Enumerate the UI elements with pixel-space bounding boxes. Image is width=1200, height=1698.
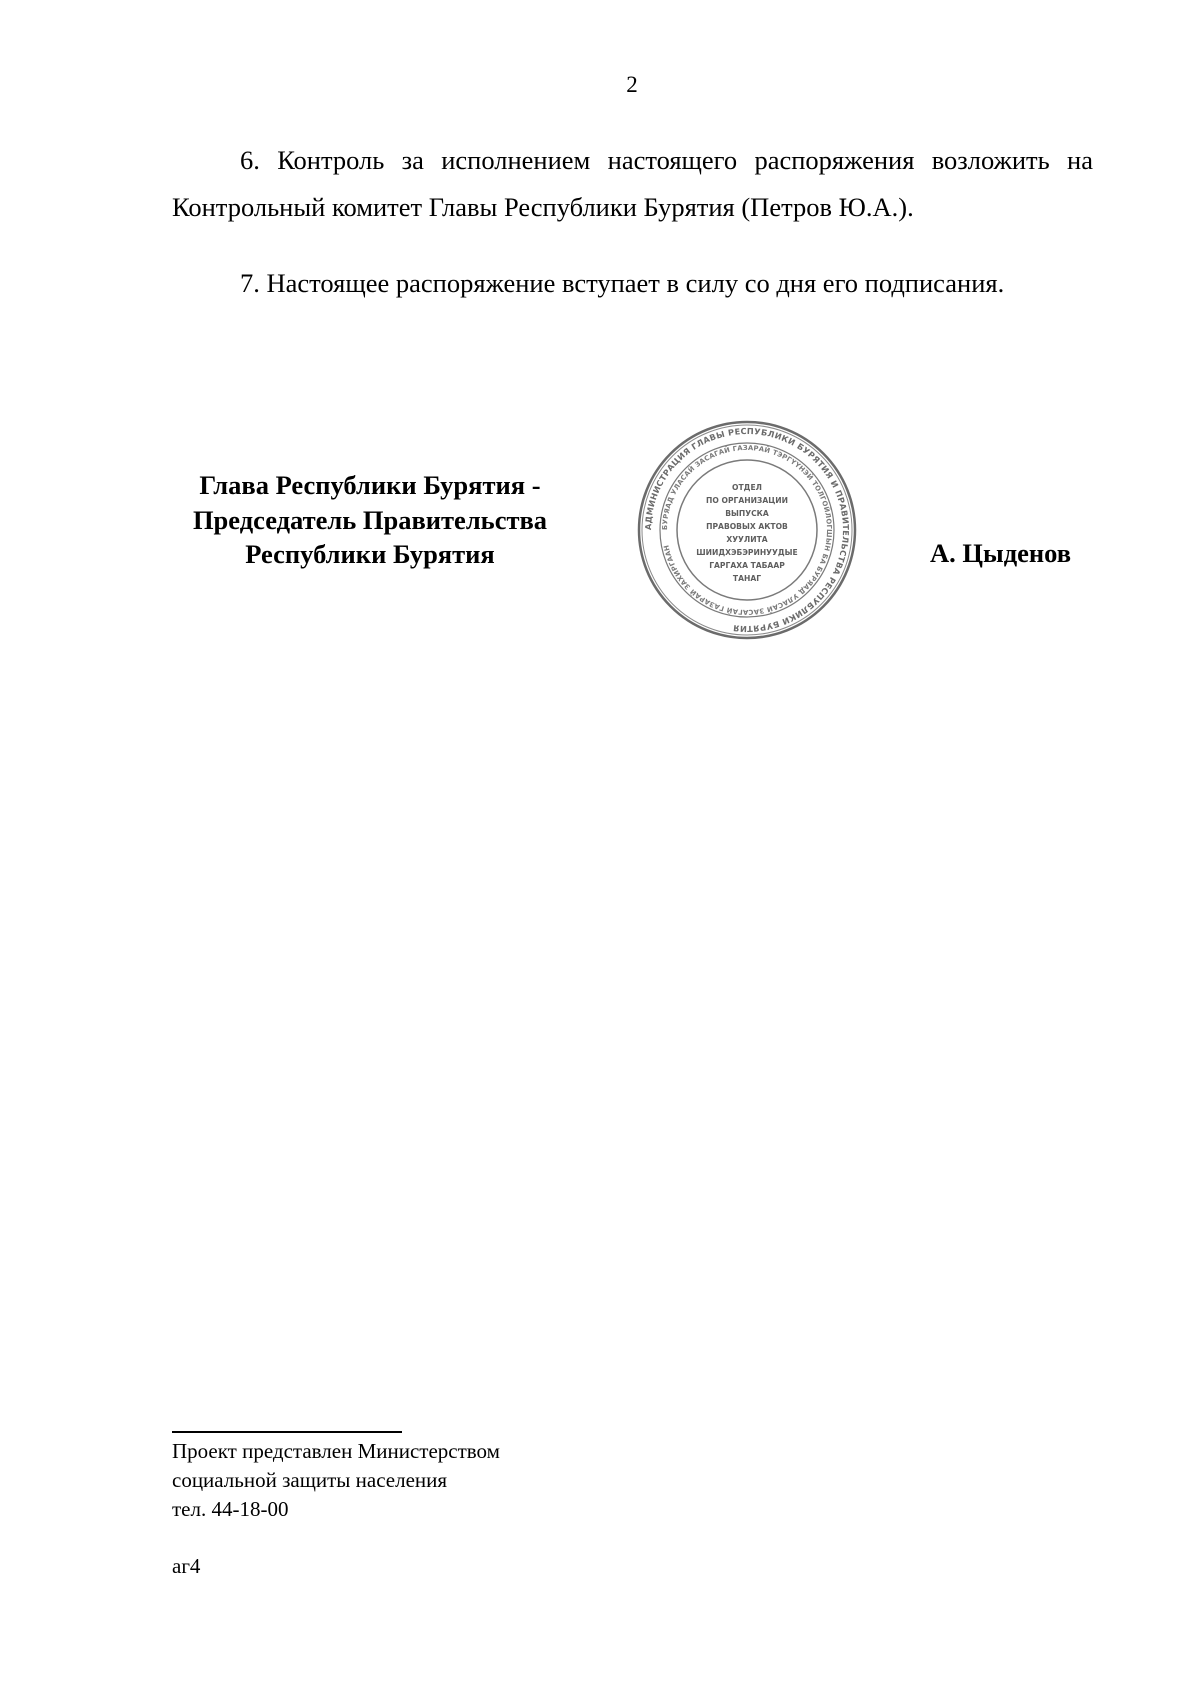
signatory-position-line: Республики Бурятия xyxy=(245,539,495,569)
seal-center-line: ПРАВОВЫХ АКТОВ xyxy=(706,522,788,531)
footnote-line: тел. 44-18-00 xyxy=(172,1497,289,1521)
footnote-divider xyxy=(172,1431,402,1433)
seal-outer-text: АДМИНИСТРАЦИЯ ГЛАВЫ РЕСПУБЛИКИ БУРЯТИЯ И ПРАВИТЕЛЬСТВА РЕСПУБЛИКИ БУРЯТИЯ xyxy=(642,425,852,635)
seal-center-line: ХУУЛИТА xyxy=(726,535,768,544)
footnote xyxy=(172,1437,500,1524)
signatory-position-line: Председатель Правительства xyxy=(192,504,548,535)
page-number: 2 xyxy=(626,72,638,97)
signatory-position xyxy=(160,468,580,572)
seal-center-line: ОТДЕЛ xyxy=(732,483,762,492)
paragraph-7: 7. Настоящее распоряжение вступает в силу со дня его подписания. xyxy=(240,268,1005,298)
paragraph-6: 6. Контроль за исполнением настоящего распоряжения возложить на Контрольный комитет Главы Республики Бурятия (Петров Ю.А.). xyxy=(172,145,1093,222)
seal-center-text xyxy=(696,483,797,583)
footnote-line: социальной защиты населения xyxy=(172,1468,448,1492)
seal-center-line: ГАРГАХА ТАБААР xyxy=(709,561,785,570)
signer-name: А. Цыденов xyxy=(930,538,1072,568)
official-seal xyxy=(635,418,859,642)
seal-inner-ring-text: БУРЯАД УЛАСАЙ ЗАСАГАЙ ГАЗАРАЙ ТЭРГҮҮНЭЙ ТОЛГОЙЛОГШЫН БА БУРЯАД УЛАСАЙ ЗАСАГАЙ ГАЗАРАЙ ЗАХИРГААН xyxy=(660,443,834,617)
seal-center-line: ШИИДХЭБЭРИНУУДЫЕ xyxy=(696,548,798,557)
footnote-line: Проект представлен Министерством xyxy=(172,1439,500,1463)
seal-center-line: ПО ОРГАНИЗАЦИИ xyxy=(706,496,788,505)
signatory-position-line: Глава Республики Бурятия - xyxy=(199,470,541,500)
executor-code: аг4 xyxy=(172,1554,201,1578)
seal-center-line: ВЫПУСКА xyxy=(725,509,769,518)
seal-center-line: ТАНАГ xyxy=(732,574,762,583)
